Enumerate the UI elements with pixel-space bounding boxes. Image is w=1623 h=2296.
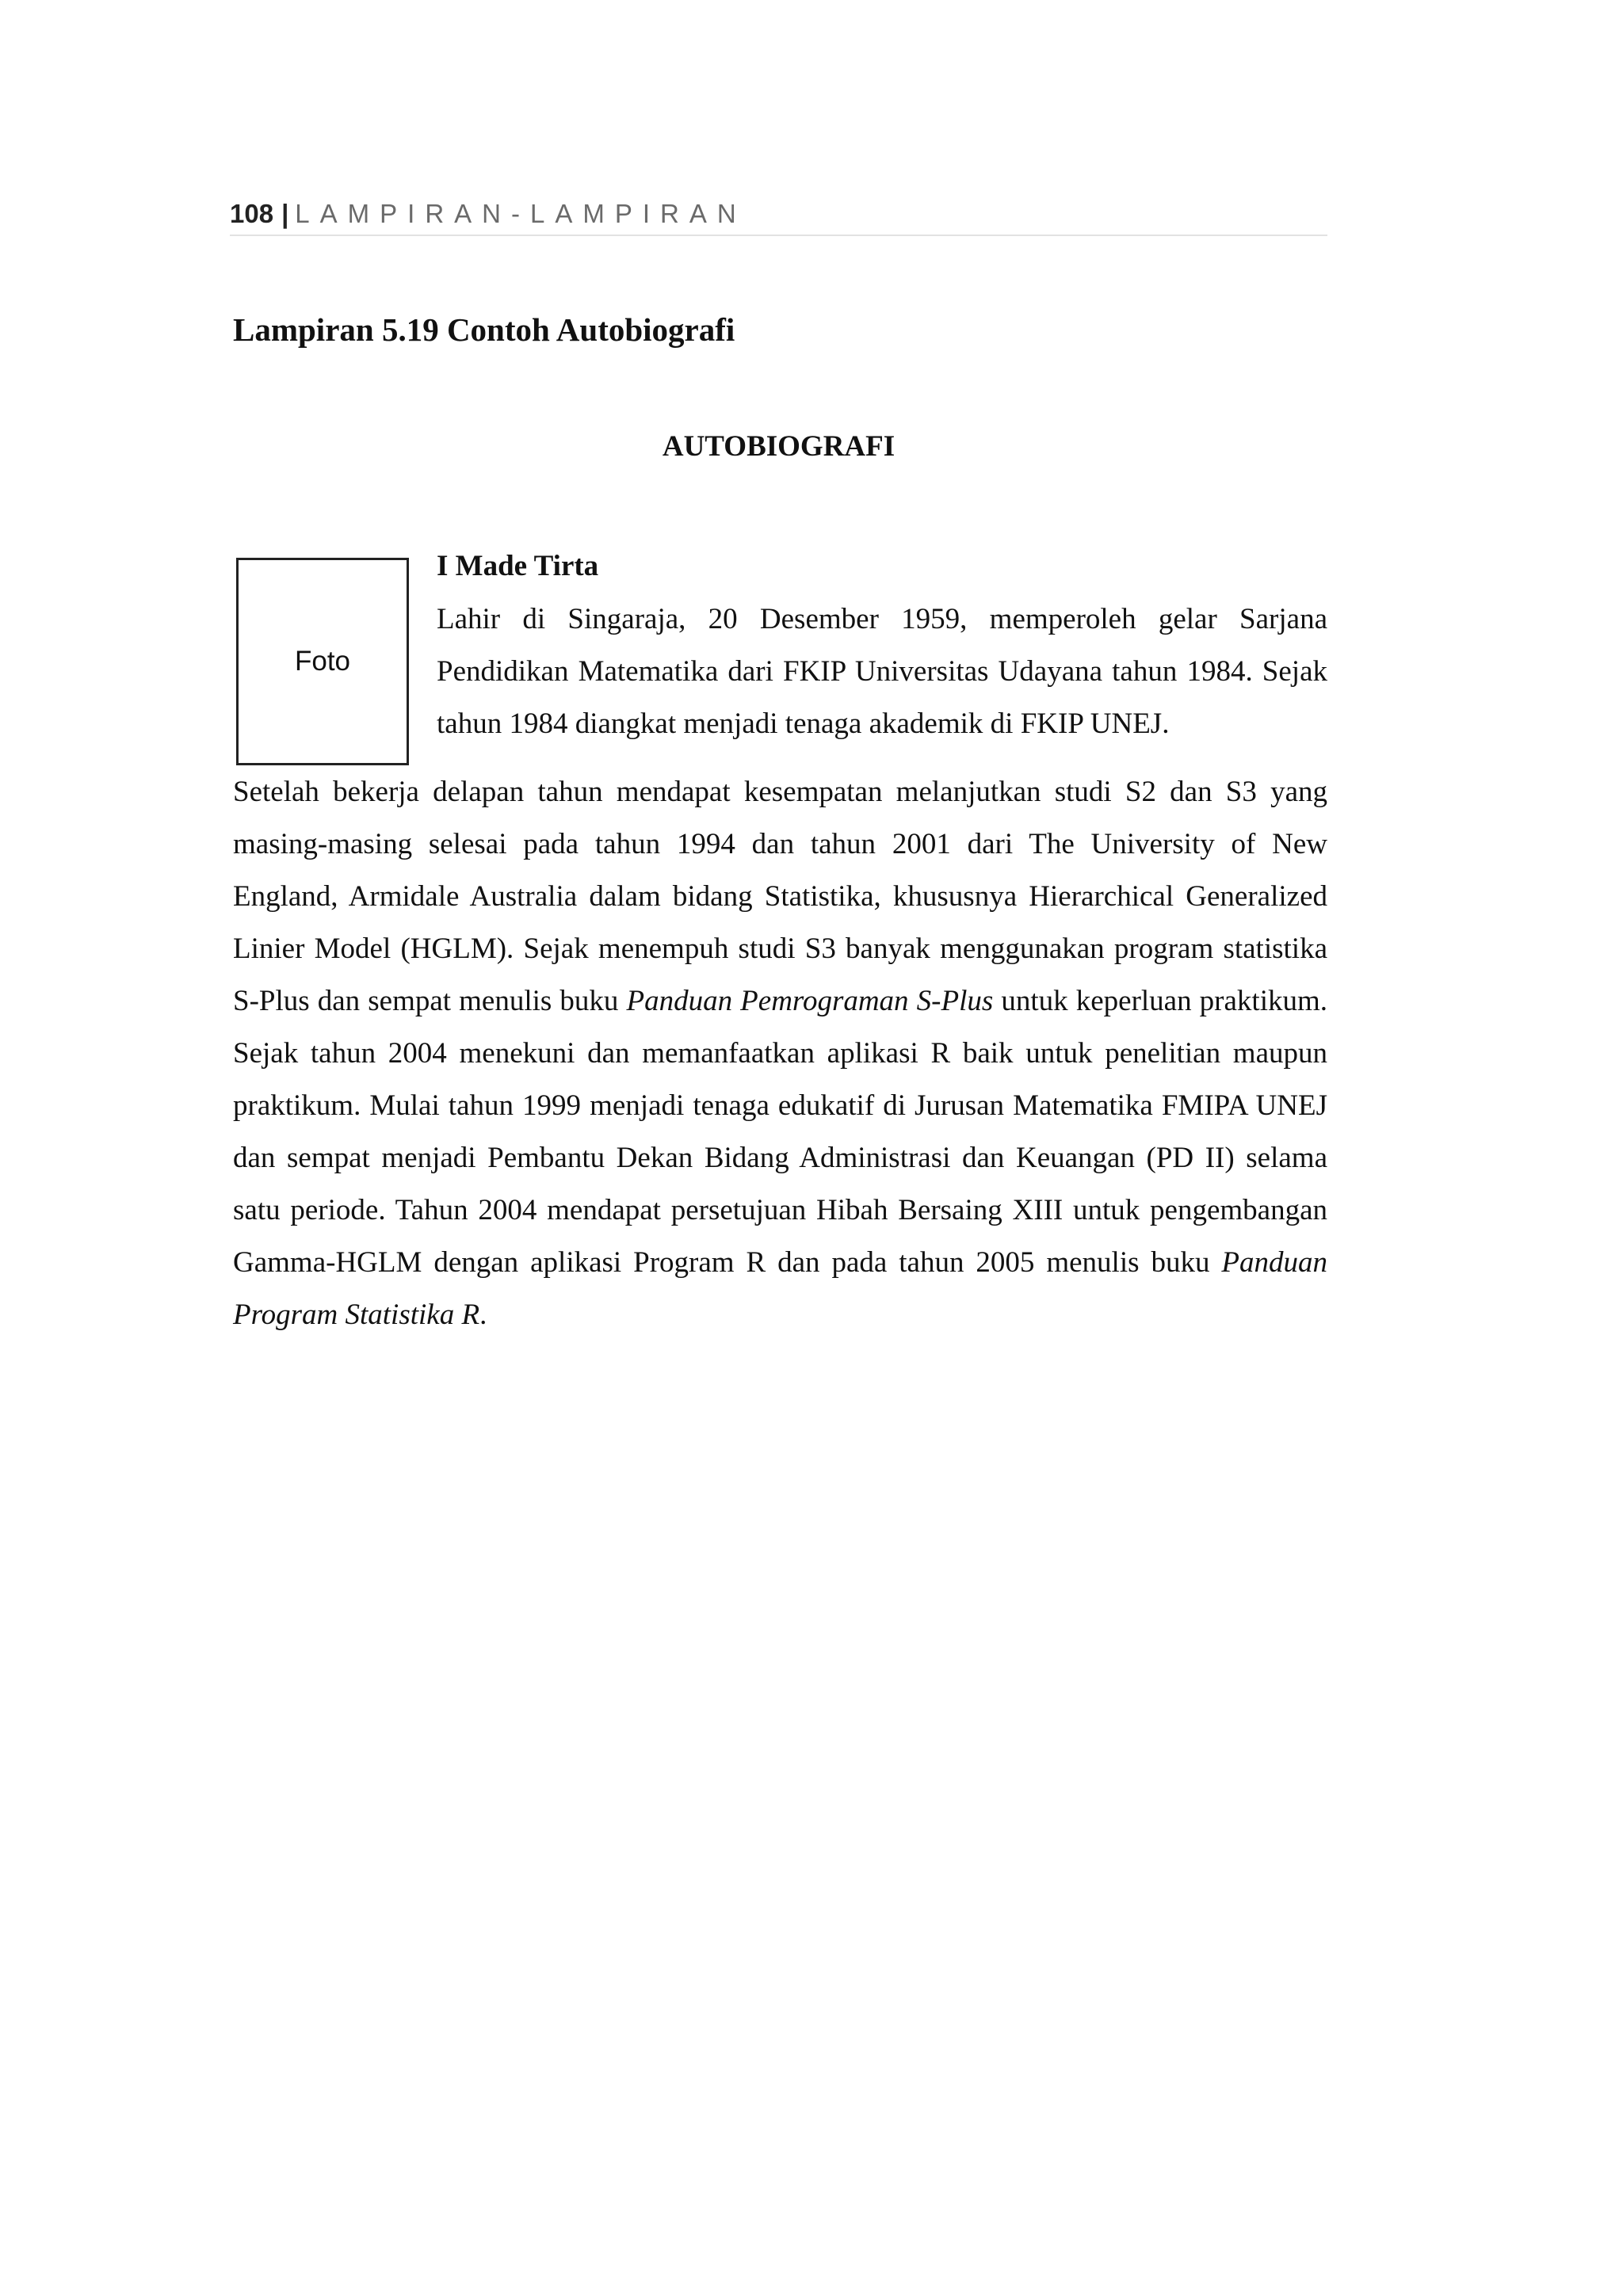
- photo-placeholder: [236, 558, 409, 765]
- person-name: I Made Tirta: [437, 550, 599, 582]
- document-title: AUTOBIOGRAFI: [662, 430, 896, 463]
- page-header: [230, 193, 1327, 236]
- running-title: LAMPIRAN-LAMPIRAN: [295, 199, 747, 228]
- book-title-r: Panduan Program Statistika R: [233, 1246, 1327, 1331]
- body-text-part3: .: [479, 1299, 487, 1331]
- body-text-part1: Setelah bekerja delapan tahun mendapat kesempatan melanjutkan studi S2 dan S3 yang masing-masing selesai pada tahun 1994 dan tahun 2001 dari The University of New England, Armidale Australia dalam bidang Statistika, khususnya Hierarchical Generalized Linier Model (HGLM). Sejak menempuh studi S3 banyak menggunakan program statistika S-Plus dan sempat menulis buku: [233, 776, 1327, 1017]
- header-separator: |: [281, 199, 289, 228]
- body-paragraph: [233, 766, 1327, 1341]
- body-text-part2: untuk keperluan praktikum. Sejak tahun 2004 menekuni dan memanfaatkan aplikasi R baik untuk penelitian maupun praktikum. Mulai tahun 1999 menjadi tenaga edukatif di Jurusan Matematika FMIPA UNEJ dan sempat menjadi Pembantu Dekan Bidang Administrasi dan Keuangan (PD II) selama satu periode. Tahun 2004 mendapat persetujuan Hibah Bersaing XIII untuk pengembangan Gamma-HGLM dengan aplikasi Program R dan pada tahun 2005 menulis buku: [233, 985, 1328, 1279]
- intro-paragraph: Lahir di Singaraja, 20 Desember 1959, memperoleh gelar Sarjana Pendidikan Matematika dari FKIP Universitas Udayana tahun 1984. Sejak tahun 1984 diangkat menjadi tenaga akademik di FKIP UNEJ.: [437, 603, 1327, 740]
- section-title: Lampiran 5.19 Contoh Autobiografi: [233, 311, 735, 348]
- book-title-splus: Panduan Pemrograman S-Plus: [626, 985, 994, 1017]
- page-number: 108: [230, 199, 274, 228]
- photo-placeholder-label: Foto: [294, 646, 351, 677]
